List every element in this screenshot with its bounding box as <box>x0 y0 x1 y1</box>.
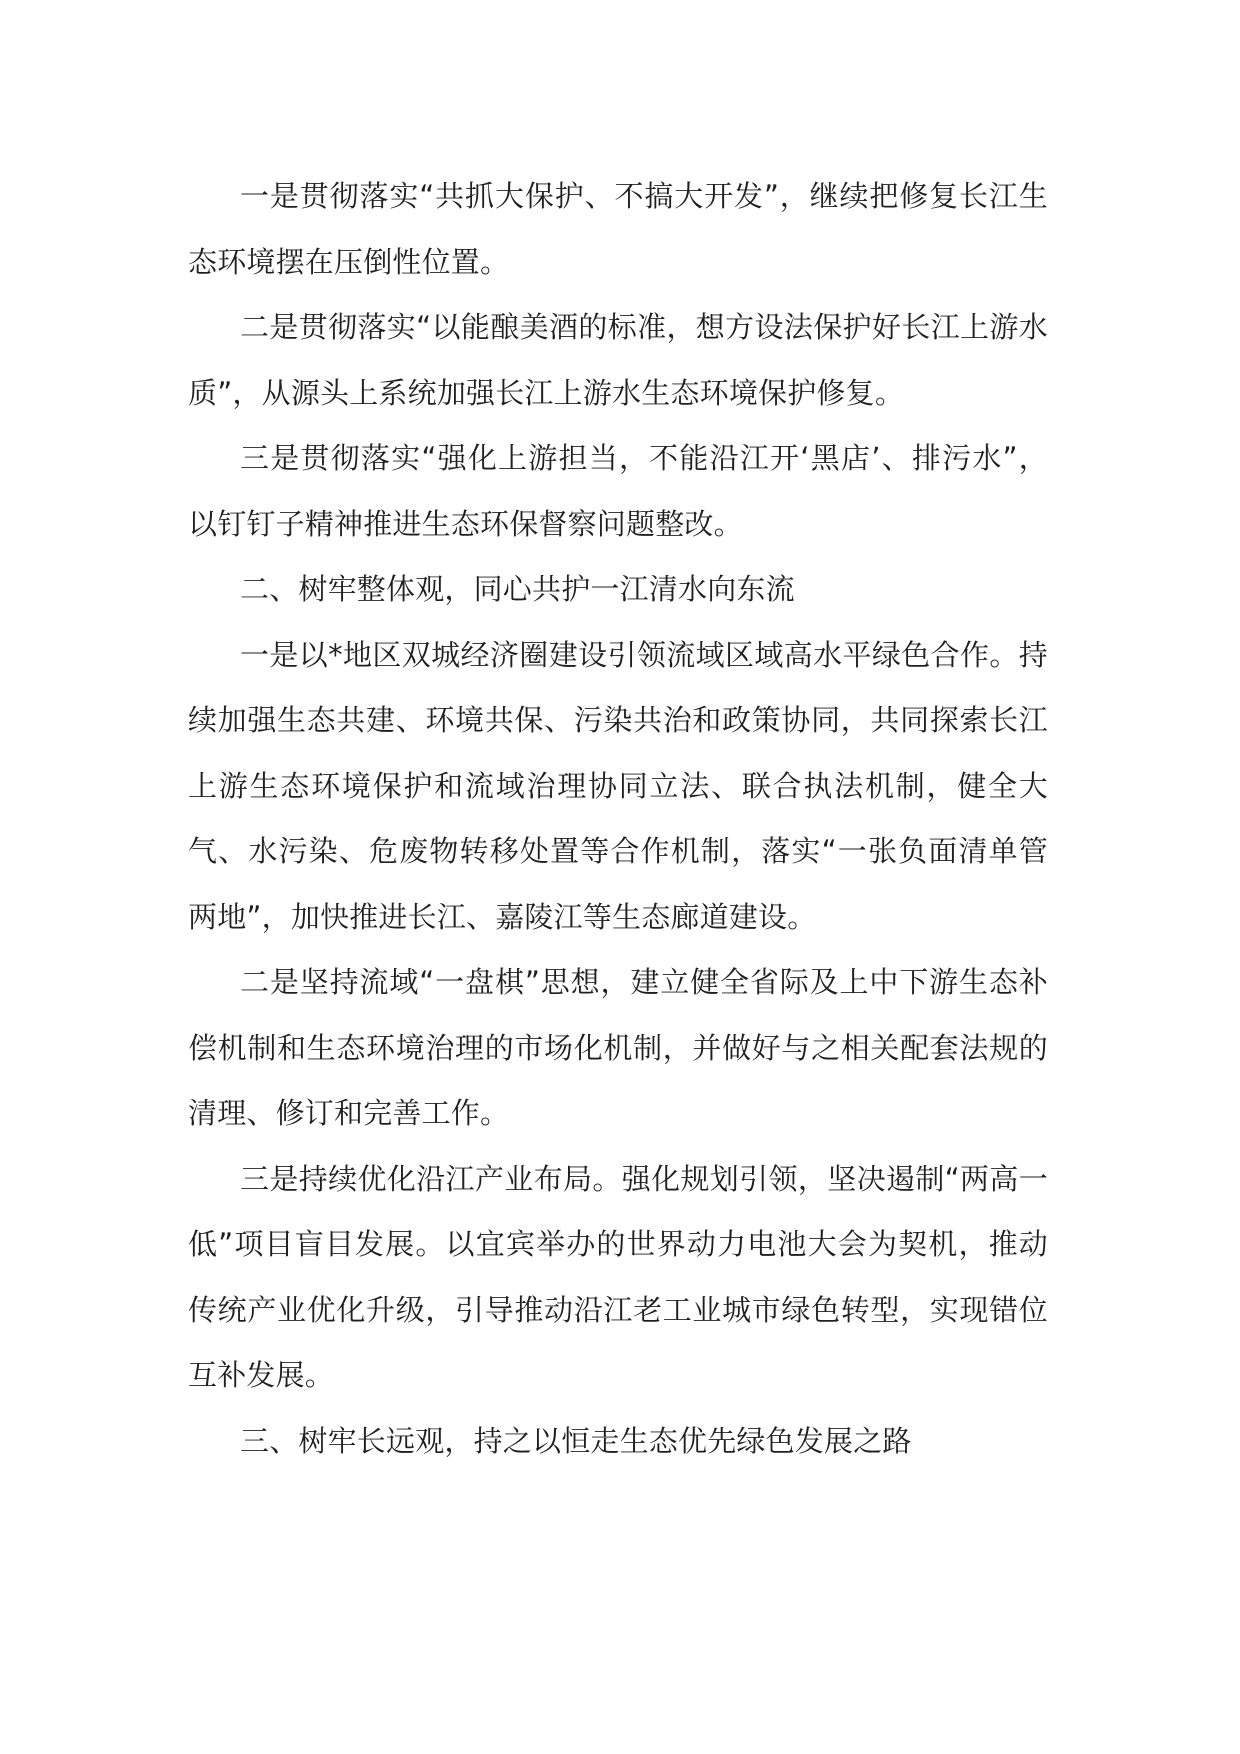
paragraph-4: 一是以*地区双城经济圈建设引领流域区域高水平绿色合作。持续加强生态共建、环境共保、污染共治和政策协同，共同探索长江上游生态环境保护和流域治理协同立法、联合执法机制，健全大气、水污染、危废物转移处置等合作机制，落实“一张负面清单管两地”，加快推进长江、嘉陵江等生态廊道建设。 <box>188 637 1048 934</box>
paragraph-3: 三是贯彻落实“强化上游担当，不能沿江开‘黑店’、排污水”，以钉钉子精神推进生态环保督察问题整改。 <box>188 441 1048 541</box>
paragraph-1: 一是贯彻落实“共抓大保护、不搞大开发”，继续把修复长江生态环境摆在压倒性位置。 <box>188 179 1048 279</box>
paragraph-2: 二是贯彻落实“以能酿美酒的标准，想方设法保护好长江上游水质”，从源头上系统加强长江上游水生态环境保护修复。 <box>188 310 1048 410</box>
section-heading-2: 二、树牢整体观，同心共护一江清水向东流 <box>240 572 795 606</box>
paragraph-5: 二是坚持流域“一盘棋”思想，建立健全省际及上中下游生态补偿机制和生态环境治理的市场化机制，并做好与之相关配套法规的清理、修订和完善工作。 <box>188 965 1048 1130</box>
document-body <box>188 164 1048 1474</box>
paragraph-6: 三是持续优化沿江产业布局。强化规划引领，坚决遏制“两高一低”项目盲目发展。以宜宾举办的世界动力电池大会为契机，推动传统产业优化升级，引导推动沿江老工业城市绿色转型，实现错位互补发展。 <box>188 1161 1048 1392</box>
section-heading-3: 三、树牢长远观，持之以恒走生态优先绿色发展之路 <box>240 1423 912 1458</box>
